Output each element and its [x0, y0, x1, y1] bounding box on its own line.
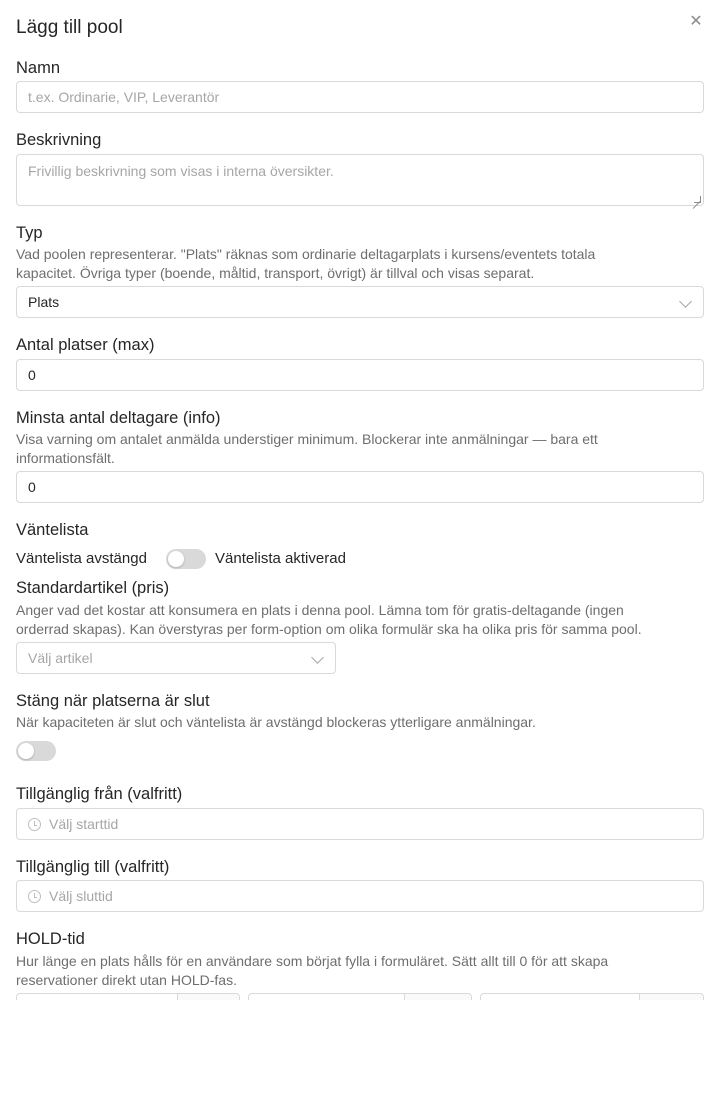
- type-help-line2: kapacitet. Övriga typer (boende, måltid, transport, övrigt) är tillval och visas separat.: [16, 265, 535, 281]
- available-to-picker[interactable]: [16, 880, 704, 912]
- name-input[interactable]: t.ex. Ordinarie, VIP, Leverantör: [16, 81, 704, 113]
- resize-handle-icon[interactable]: [694, 196, 701, 203]
- available-from-label: Tillgänglig från (valfritt): [16, 785, 183, 803]
- available-from-placeholder: Välj starttid: [49, 816, 119, 832]
- max-seats-label: Antal platser (max): [16, 336, 155, 354]
- min-participants-input[interactable]: 0: [16, 471, 704, 503]
- hold-time-input-3[interactable]: [480, 993, 704, 1000]
- description-textarea[interactable]: [16, 154, 704, 206]
- type-help-line1: Vad poolen representerar. "Plats" räknas som ordinarie deltagarplats i kursens/eventets totala: [16, 246, 596, 262]
- name-label: Namn: [16, 59, 61, 77]
- description-label: Beskrivning: [16, 131, 102, 149]
- standard-article-help-line1: Anger vad det kostar att konsumera en plats i denna pool. Lämna tom för gratis-deltagande (ingen: [16, 602, 624, 618]
- hold-time-help-line1: Hur länge en plats hålls för en användare som börjat fylla i formuläret. Sätt allt till 0 för att skapa: [16, 953, 609, 969]
- type-select-value: Plats: [28, 294, 60, 310]
- close-when-full-help: När kapaciteten är slut och väntelista är avstängd blockeras ytterligare anmälningar.: [16, 714, 536, 730]
- standard-article-help-line2: orderrad skapas). Kan överstyras per form-option om olika formulär ska ha olika pris för samma pool.: [16, 621, 642, 637]
- close-when-full-toggle[interactable]: [16, 741, 56, 761]
- available-to-label: Tillgänglig till (valfritt): [16, 858, 170, 876]
- close-when-full-label: Stäng när platserna är slut: [16, 692, 210, 710]
- min-participants-help-line1: Visa varning om antalet anmälda understiger minimum. Blockerar inte anmälningar — bara ett: [16, 431, 598, 447]
- standard-article-label: Standardartikel (pris): [16, 579, 170, 597]
- waitlist-toggle[interactable]: [166, 549, 206, 569]
- hold-time-help-line2: reservationer direkt utan HOLD-fas.: [16, 972, 237, 988]
- min-participants-help-line2: informationsfält.: [16, 450, 115, 466]
- hold-time-label: HOLD-tid: [16, 930, 85, 948]
- type-label: Typ: [16, 224, 43, 242]
- min-participants-label: Minsta antal deltagare (info): [16, 409, 221, 427]
- waitlist-off-label: Väntelista avstängd: [16, 550, 147, 567]
- article-select-placeholder: Välj artikel: [28, 650, 93, 666]
- available-from-picker[interactable]: [16, 808, 704, 840]
- waitlist-label: Väntelista: [16, 521, 89, 539]
- input-addon: [177, 994, 239, 1000]
- hold-time-input-1[interactable]: [16, 993, 240, 1000]
- modal-title: Lägg till pool: [16, 17, 123, 38]
- description-placeholder: Frivillig beskrivning som visas i interna översikter.: [28, 163, 334, 179]
- type-select[interactable]: [16, 286, 704, 318]
- input-addon: [404, 994, 471, 1000]
- max-seats-input[interactable]: 0: [16, 359, 704, 391]
- chevron-down-icon: [679, 295, 692, 308]
- input-addon: [639, 994, 703, 1000]
- toggle-knob: [168, 551, 184, 567]
- clock-icon: [28, 890, 41, 903]
- toggle-knob: [18, 743, 34, 759]
- waitlist-on-label: Väntelista aktiverad: [215, 550, 346, 567]
- clock-icon: [28, 818, 41, 831]
- chevron-down-icon: [311, 651, 324, 664]
- hold-time-input-2[interactable]: [248, 993, 472, 1000]
- article-select[interactable]: [16, 642, 336, 674]
- close-icon[interactable]: ✕: [689, 13, 703, 30]
- available-to-placeholder: Välj sluttid: [49, 888, 113, 904]
